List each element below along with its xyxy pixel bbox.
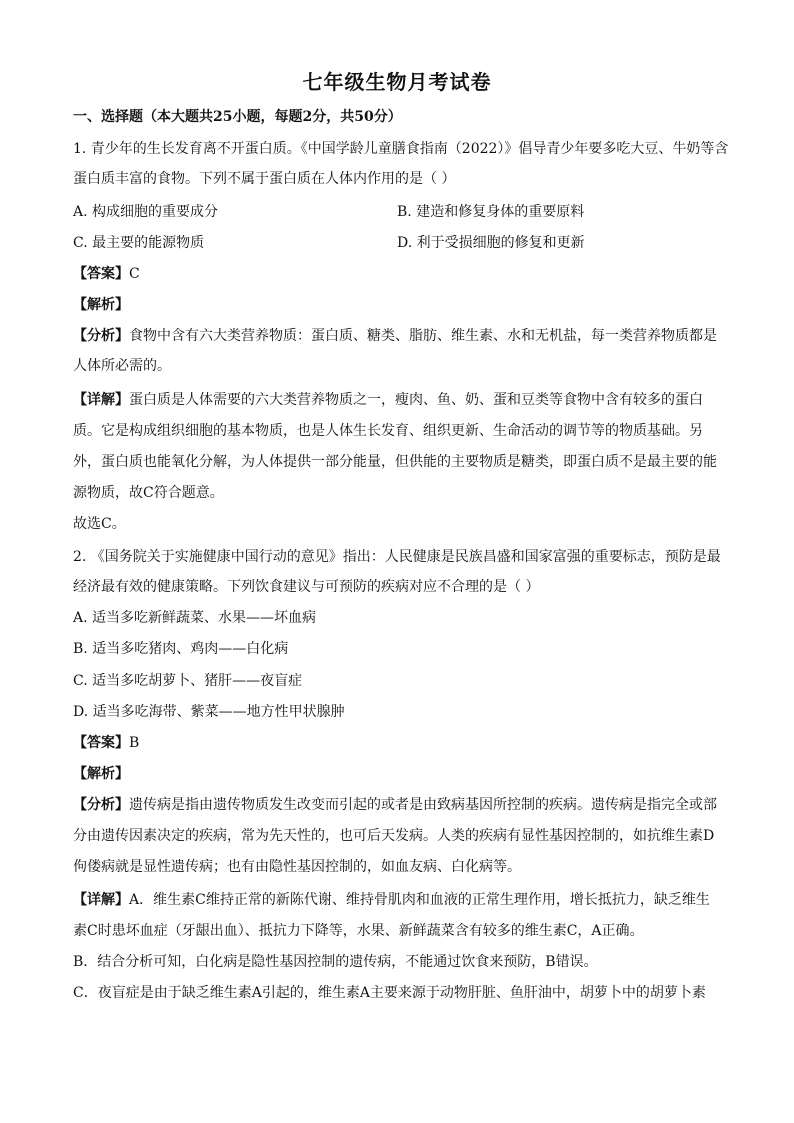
q2-fenxi-line1 [73,794,733,816]
q2-stem-line2: 经济最有效的健康策略。下列饮食建议与可预防的疾病对应不合理的是（ ） [73,579,540,595]
q2-detail-text: A．维生素C维持正常的新陈代谢、维持骨肌肉和血液的正常生理作用，增长抵抗力，缺乏维生 [129,892,710,908]
q2-option-c: C. 适当多吃胡萝卜、猪肝——夜盲症 [73,673,303,689]
q2-detail-line3: B．结合分析可知，白化病是隐性基因控制的遗传病，不能通过饮食来预防，B错误。 [73,954,598,970]
q1-detail-line4: 源物质，故C符合题意。 [73,485,224,501]
q2-detail-line1 [73,889,733,911]
q2-fenxi-line3: 佝偻病就是显性遗传病；也有由隐性基因控制的，如血友病、白化病等。 [73,859,521,875]
q2-analysis-tag: 【解析】 [73,766,129,782]
q1-option-d: D. 利于受损细胞的修复和更新 [397,235,585,251]
q2-fenxi-tag: 【分析】 [73,797,129,813]
q2-stem-line1: 2. 《国务院关于实施健康中国行动的意见》指出：人民健康是民族昌盛和国家富强的重要标志，预防是最 [73,549,721,565]
q2-answer-value: B [129,735,140,751]
q2-detail-tag: 【详解】 [73,892,129,908]
q2-option-d: D. 适当多吃海带、紫菜——地方性甲状腺肿 [73,704,345,720]
q1-option-c: C. 最主要的能源物质 [73,235,205,251]
q2-detail-line2: 素C时患坏血症（牙龈出血）、抵抗力下降等，水果、新鲜蔬菜含有较多的维生素C，A正确。 [73,923,644,939]
q1-answer-value: C [129,266,140,282]
q1-stem-line2: 蛋白质丰富的食物。下列不属于蛋白质在人体内作用的是（ ） [73,171,456,187]
q1-analysis-tag: 【解析】 [73,297,129,313]
q1-detail-text: 蛋白质是人体需要的六大类营养物质之一，瘦肉、鱼、奶、蛋和豆类等食物中含有较多的蛋白 [129,392,703,408]
q1-answer-tag: 【答案】 [73,266,129,282]
q2-answer-tag: 【答案】 [73,735,129,751]
q2-answer [73,732,733,754]
q1-stem-line1: 1. 青少年的生长发育离不开蛋白质。《中国学龄儿童膳食指南（2022）》倡导青少年要多吃大豆、牛奶等含 [73,141,729,157]
page-title: 七年级生物月考试卷 [302,70,492,94]
q1-fenxi-text: 食物中含有六大类营养物质：蛋白质、糖类、脂肪、维生素、水和无机盐，每一类营养物质都是 [129,328,717,344]
q1-detail-tag: 【详解】 [73,392,129,408]
q1-fenxi-line2: 人体所必需的。 [73,358,171,374]
q2-fenxi-text: 遗传病是指由遗传物质发生改变而引起的或者是由致病基因所控制的疾病。遗传病是指完全或部 [129,797,717,813]
q1-conclusion: 故选C。 [73,516,126,532]
q1-option-a: A. 构成细胞的重要成分 [73,204,219,220]
q2-option-a: A. 适当多吃新鲜蔬菜、水果——坏血病 [73,610,317,626]
q1-answer [73,263,733,285]
q1-detail-line3: 外，蛋白质也能氧化分解，为人体提供一部分能量，但供能的主要物质是糖类，即蛋白质不是最主要的能 [73,454,717,470]
q1-option-b: B. 建造和修复身体的重要原料 [397,204,585,220]
q1-fenxi-tag: 【分析】 [73,328,129,344]
q1-detail-line2: 质。它是构成组织细胞的基本物质，也是人体生长发育、组织更新、生命活动的调节等的物质基础。另 [73,423,703,439]
q1-fenxi-line1 [73,325,733,347]
q1-detail-line1 [73,389,733,411]
section-heading: 一、选择题（本大题共25小题，每题2分，共50分） [73,109,402,125]
q2-option-b: B. 适当多吃猪肉、鸡肉——白化病 [73,641,289,657]
q2-detail-line4: C．夜盲症是由于缺乏维生素A引起的，维生素A主要来源于动物肝脏、鱼肝油中，胡萝卜中的胡萝卜素 [73,985,706,1001]
q2-fenxi-line2: 分由遗传因素决定的疾病，常为先天性的，也可后天发病。人类的疾病有显性基因控制的，如抗维生素D [73,828,715,844]
